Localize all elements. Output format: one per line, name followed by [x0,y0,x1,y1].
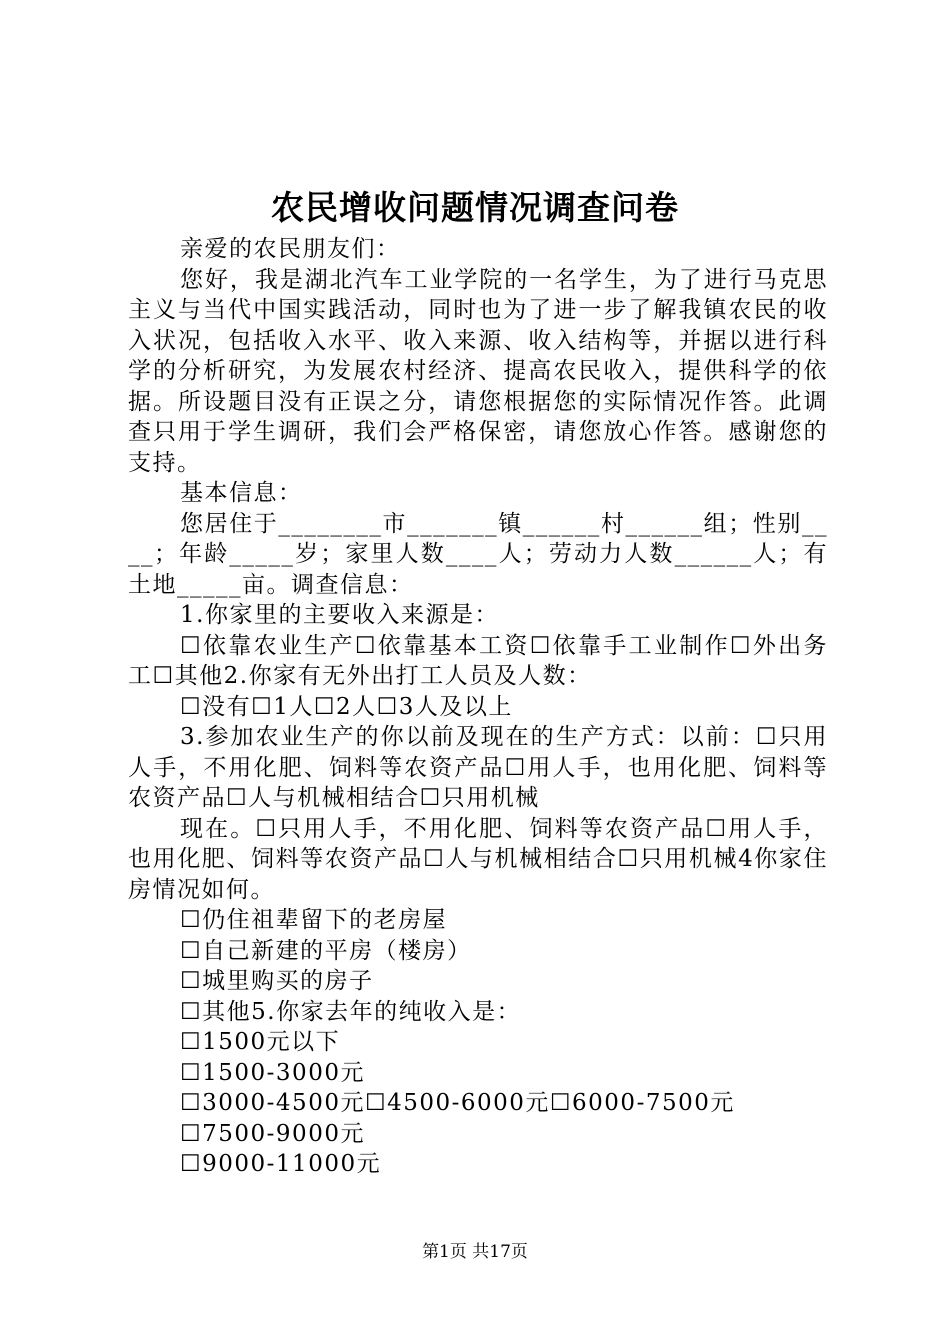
question-3-current: 现在。☐只用人手，不用化肥、饲料等农资产品☐用人手，也用化肥、饲料等农资产品☐人与机械相结合☐只用机械4你家住房情况如何。 [128,815,828,903]
question-1: 1.你家里的主要收入来源是： [180,602,499,628]
question-5-option-1: ☐1500元以下 [180,1029,341,1055]
basic-info-fields: 您居住于________市_______镇______村______组；性别____；年龄_____岁；家里人数____人；劳动力人数______人；有土地_____亩。调查信息： [128,510,828,598]
question-2-options: ☐没有☐1人☐2人☐3人及以上 [180,693,513,720]
question-5-option-4: ☐7500-9000元 [180,1120,365,1147]
question-4-option-4: ☐其他5.你家去年的纯收入是： [180,998,522,1025]
question-4-option-1: ☐仍住祖辈留下的老房屋 [180,907,448,933]
section-basic-info: 基本信息： [180,480,303,506]
greeting: 亲爱的农民朋友们： [180,236,401,262]
document-title: 农民增收问题情况调查问卷 [271,188,679,227]
intro-paragraph: 您好，我是湖北汽车工业学院的一名学生，为了进行马克思主义与当代中国实践活动，同时也为了进一步了解我镇农民的收入状况，包括收入水平、收入来源、收入结构等，并据以进行科学的分析研究，为发展农村经济、提高农民收入，提供科学的依据。所设题目没有正误之分，请您根据您的实际情况作答。此调查只用于学生调研，我们会严格保密，请您放心作答。感谢您的支持。 [128,266,828,476]
question-4-option-3: ☐城里购买的房子 [180,968,374,994]
question-3: 3.参加农业生产的你以前及现在的生产方式：以前：☐只用人手，不用化肥、饲料等农资产品☐用人手，也用化肥、饲料等农资产品☐人与机械相结合☐只用机械 [128,724,828,811]
question-5-option-3: ☐3000-4500元☐4500-6000元☐6000-7500元 [180,1090,735,1116]
page-footer: 第1页 共17页 [422,1242,528,1262]
question-5-option-2: ☐1500-3000元 [180,1059,365,1086]
document-body [128,234,828,1180]
question-1-options: ☐依靠农业生产☐依靠基本工资☐依靠手工业制作☐外出务工☐其他2.你家有无外出打工人员及人数： [128,632,828,689]
question-5-option-5: ☐9000-11000元 [180,1151,382,1177]
question-4-option-2: ☐自己新建的平房（楼房） [180,937,472,964]
